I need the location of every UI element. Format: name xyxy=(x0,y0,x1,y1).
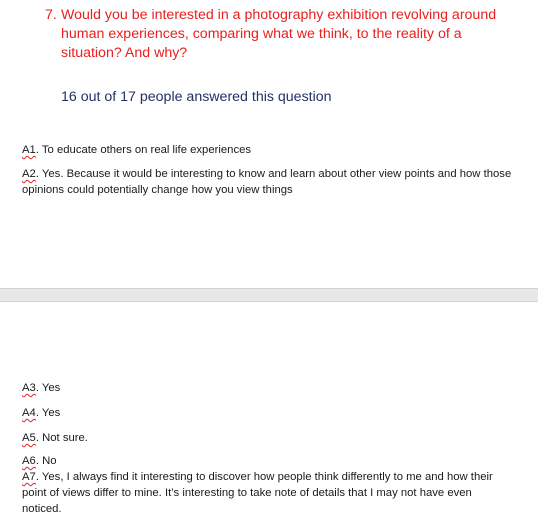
answer-label: A3 xyxy=(22,382,36,394)
answer-text: No xyxy=(42,455,57,467)
answer-item: A5. Not sure. xyxy=(22,432,88,444)
answer-item: A6. No xyxy=(22,455,57,467)
answer-label: A2 xyxy=(22,168,36,180)
response-count: 16 out of 17 people answered this question xyxy=(61,89,332,105)
answer-text: To educate others on real life experiences xyxy=(41,144,252,156)
answer-text: Yes xyxy=(41,407,61,419)
answer-item: A3. Yes xyxy=(22,382,61,394)
answer-label: A4 xyxy=(22,407,36,419)
answer-label: A1 xyxy=(22,144,36,156)
page-break xyxy=(0,288,538,302)
answer-text: Yes xyxy=(41,382,61,394)
answer-item: A4. Yes xyxy=(22,407,61,419)
question-text: Would you be interested in a photography exhibition revolving around human experiences, comparing what we think, to the reality of a situation? And why? xyxy=(61,7,497,61)
answer-text: Not sure. xyxy=(42,432,88,444)
answer-item: A1. To educate others on real life experiences xyxy=(22,144,252,156)
answer-text: Yes, I always find it interesting to discover how people think differently to me and how their point of views differ to mine. It’s interesting to take note of details that I may not have even noticed. xyxy=(22,471,493,515)
answer-item: A2. Yes. Because it would be interesting to know and learn about other view points and how those opinions could potentially change how you view things xyxy=(22,168,512,196)
answer-label: A6 xyxy=(22,455,36,467)
answer-label: A5 xyxy=(22,432,36,444)
question-number: 7. xyxy=(45,7,57,23)
answer-item: A7. Yes, I always find it interesting to discover how people think differently to me and how their point of views differ to mine. It’s interesting to take note of details that I may not have even noticed. xyxy=(22,471,493,515)
answer-text: Yes. Because it would be interesting to know and learn about other view points and how those opinions could potentially change how you view things xyxy=(22,168,512,196)
document-page-2 xyxy=(0,302,538,516)
answer-label: A7 xyxy=(22,471,36,483)
